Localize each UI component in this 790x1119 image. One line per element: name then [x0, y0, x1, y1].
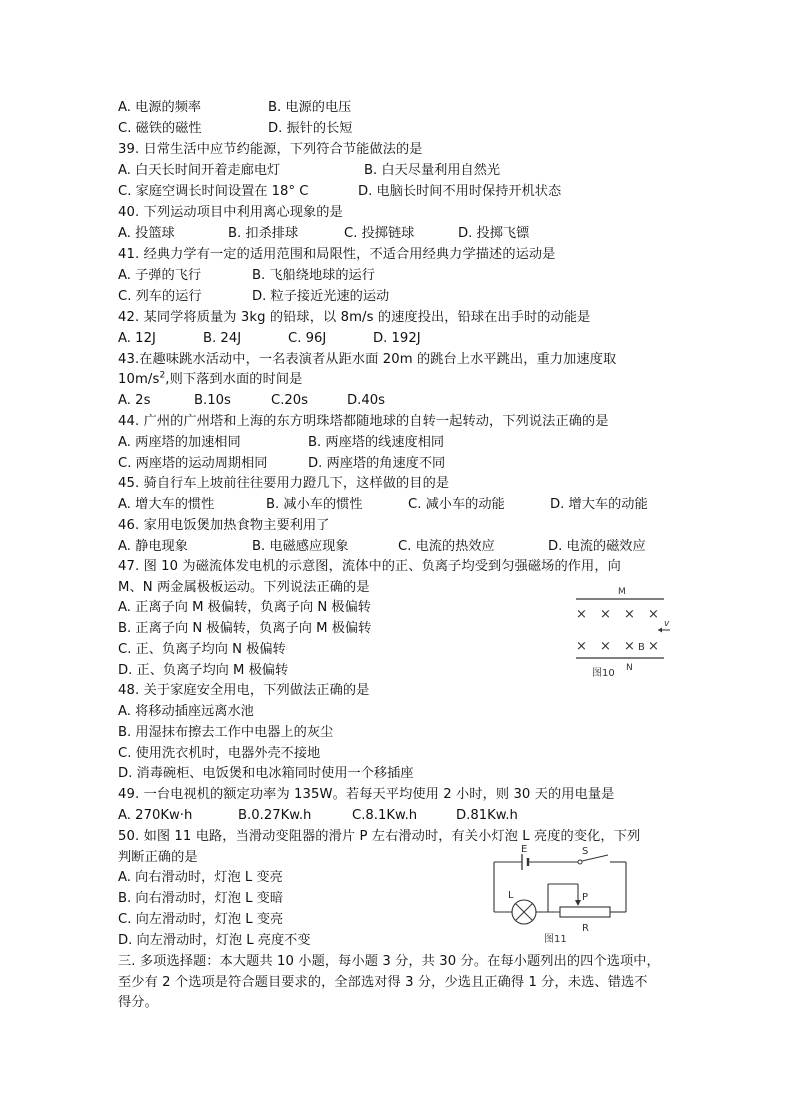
option-text: C. 列车的运行: [118, 289, 202, 304]
field-cross: ×: [600, 639, 611, 654]
question-50: 50. 如图 11 电路，当滑动变阻器的滑片 P 左右滑动时，有关小灯泡 L 亮度的变化，下列: [118, 829, 641, 844]
field-cross: ×: [600, 607, 611, 622]
question-43: 43.在趣味跳水活动中，一名表演者从距水面 20m 的跳台上水平跳出，重力加速度取: [118, 352, 617, 367]
section-3-text: 得分。: [118, 995, 158, 1010]
option-text: A. 白天长时间开着走廊电灯: [118, 163, 281, 178]
option-text: A. 子弹的飞行: [118, 268, 202, 283]
option-text: D. 两座塔的角速度不同: [308, 456, 446, 471]
option-text: C. 向左滑动时，灯泡 L 变亮: [118, 912, 284, 927]
option-text: B. 用湿抹布擦去工作中电器上的灰尘: [118, 725, 334, 740]
option-text: B. 24J: [203, 331, 242, 346]
option-text: B.0.27Kw.h: [238, 808, 312, 823]
option-text: A. 2s: [118, 393, 151, 408]
option-text: B. 减小车的惯性: [266, 497, 363, 512]
option-text: D. 增大车的动能: [550, 497, 648, 512]
option-text: C. 投掷链球: [344, 226, 415, 241]
option-text: A. 向右滑动时，灯泡 L 变亮: [118, 870, 283, 885]
question-45: 45. 骑自行车上坡前往往要用力蹬几下，这样做的目的是: [118, 476, 450, 491]
option-text: D. 向左滑动时，灯泡 L 亮度不变: [118, 933, 311, 948]
figure-11-circuit: [486, 842, 636, 948]
option-text: D.81Kw.h: [456, 808, 518, 823]
option-text: D. 电脑长时间不用时保持开机状态: [358, 184, 562, 199]
option-text: A. 两座塔的加速相同: [118, 435, 241, 450]
option-text: A. 投篮球: [118, 226, 175, 241]
field-cross: ×: [648, 639, 659, 654]
option-text: B.10s: [194, 393, 231, 408]
field-b-label: B: [638, 642, 645, 653]
battery-label: E: [521, 844, 528, 855]
question-43-line2: $10m/s^2$,则下落到水面的时间是: [118, 370, 303, 387]
option-text: D.40s: [347, 393, 385, 408]
option-text: A. 电源的频率: [118, 100, 202, 115]
slider-arrowhead: [575, 900, 581, 906]
option-text: C. 两座塔的运动周期相同: [118, 456, 268, 471]
question-50-line2: 判断正确的是: [118, 850, 198, 865]
option-text: B. 白天尽量利用自然光: [364, 163, 501, 178]
lamp-label: L: [508, 890, 514, 901]
question-39: 39. 日常生活中应节约能源，下列符合节能做法的是: [118, 142, 423, 157]
figure-11-caption: 图11: [544, 934, 567, 945]
option-text: D. 振针的长短: [268, 121, 353, 136]
question-48: 48. 关于家庭安全用电，下列做法正确的是: [118, 683, 370, 698]
question-40: 40. 下列运动项目中利用离心现象的是: [118, 205, 343, 220]
option-text: B. 两座塔的线速度相同: [308, 435, 445, 450]
field-cross: ×: [576, 607, 587, 622]
field-cross: ×: [624, 607, 635, 622]
question-49: 49. 一台电视机的额定功率为 135W。若每天平均使用 2 小时，则 30 天的用电量是: [118, 787, 615, 802]
switch-label: S: [582, 846, 589, 857]
rheostat: [560, 907, 610, 917]
option-text: A. 增大车的惯性: [118, 497, 215, 512]
question-41: 41. 经典力学有一定的适用范围和局限性，不适合用经典力学描述的运动是: [118, 247, 556, 262]
question-42: 42. 某同学将质量为 3kg 的铅球，以 8m/s 的速度投出，铅球在出手时的动能是: [118, 310, 591, 325]
field-cross: ×: [624, 639, 635, 654]
option-text: A. 12J: [118, 331, 156, 346]
option-text: A. 正离子向 M 极偏转，负离子向 N 极偏转: [118, 600, 371, 615]
field-cross: ×: [576, 639, 587, 654]
switch-pivot: [578, 860, 582, 864]
option-text: D. 投掷飞镖: [458, 226, 530, 241]
option-text: B. 正离子向 N 极偏转，负离子向 M 极偏转: [118, 621, 372, 636]
option-text: D. 粒子接近光速的运动: [252, 289, 390, 304]
slider-label: P: [582, 892, 589, 903]
question-47-line2: M、N 两金属极板运动。下列说法正确的是: [118, 580, 370, 595]
option-text: D. 电流的磁效应: [548, 539, 646, 554]
option-text: C.20s: [271, 393, 309, 408]
option-text: B. 向右滑动时，灯泡 L 变暗: [118, 891, 284, 906]
option-text: A. 270Kw·h: [118, 808, 193, 823]
option-text: B. 电源的电压: [268, 100, 352, 115]
question-46: 46. 家用电饭煲加热食物主要利用了: [118, 518, 330, 533]
section-3-heading: 三. 多项选择题：本大题共 10 小题，每小题 3 分，共 30 分。在每小题列出的四个选项中，: [118, 954, 660, 969]
field-cross: ×: [648, 607, 659, 622]
rheostat-label: R: [582, 923, 589, 934]
question-44: 44. 广州的广州塔和上海的东方明珠塔都随地球的自转一起转动，下列说法正确的是: [118, 414, 609, 429]
option-text: C. 家庭空调长时间设置在 18° C: [118, 184, 309, 199]
option-text: D. 消毒碗柜、电饭煲和电冰箱同时使用一个移插座: [118, 766, 414, 781]
figure-10-caption: 图10: [592, 668, 615, 679]
option-text: C. 正、负离子均向 N 极偏转: [118, 642, 286, 657]
option-text: A. 静电现象: [118, 539, 188, 554]
velocity-label: v: [664, 619, 670, 629]
option-text: C.8.1Kw.h: [352, 808, 418, 823]
plate-m-label: M: [618, 587, 626, 597]
option-text: B. 扣杀排球: [228, 226, 299, 241]
section-3-text: 至少有 2 个选项是符合题目要求的，全部选对得 3 分，少选且正确得 1 分，未选、错选不: [118, 975, 648, 990]
option-text: B. 电磁感应现象: [252, 539, 349, 554]
question-47: 47. 图 10 为磁流体发电机的示意图，流体中的正、负离子均受到匀强磁场的作用，向: [118, 559, 621, 574]
plate-n-label: N: [626, 663, 633, 673]
option-text: D. 正、负离子均向 M 极偏转: [118, 663, 289, 678]
option-text: B. 飞船绕地球的运行: [252, 268, 375, 283]
option-text: C. 磁铁的磁性: [118, 121, 202, 136]
option-text: C. 96J: [288, 331, 327, 346]
option-text: C. 减小车的动能: [408, 497, 505, 512]
option-text: D. 192J: [373, 331, 421, 346]
option-text: C. 使用洗衣机时，电器外壳不接地: [118, 746, 321, 761]
figure-10-diagram: [560, 580, 680, 684]
option-text: C. 电流的热效应: [398, 539, 495, 554]
velocity-arrowhead: [658, 628, 662, 633]
option-text: A. 将移动插座远离水池: [118, 704, 254, 719]
